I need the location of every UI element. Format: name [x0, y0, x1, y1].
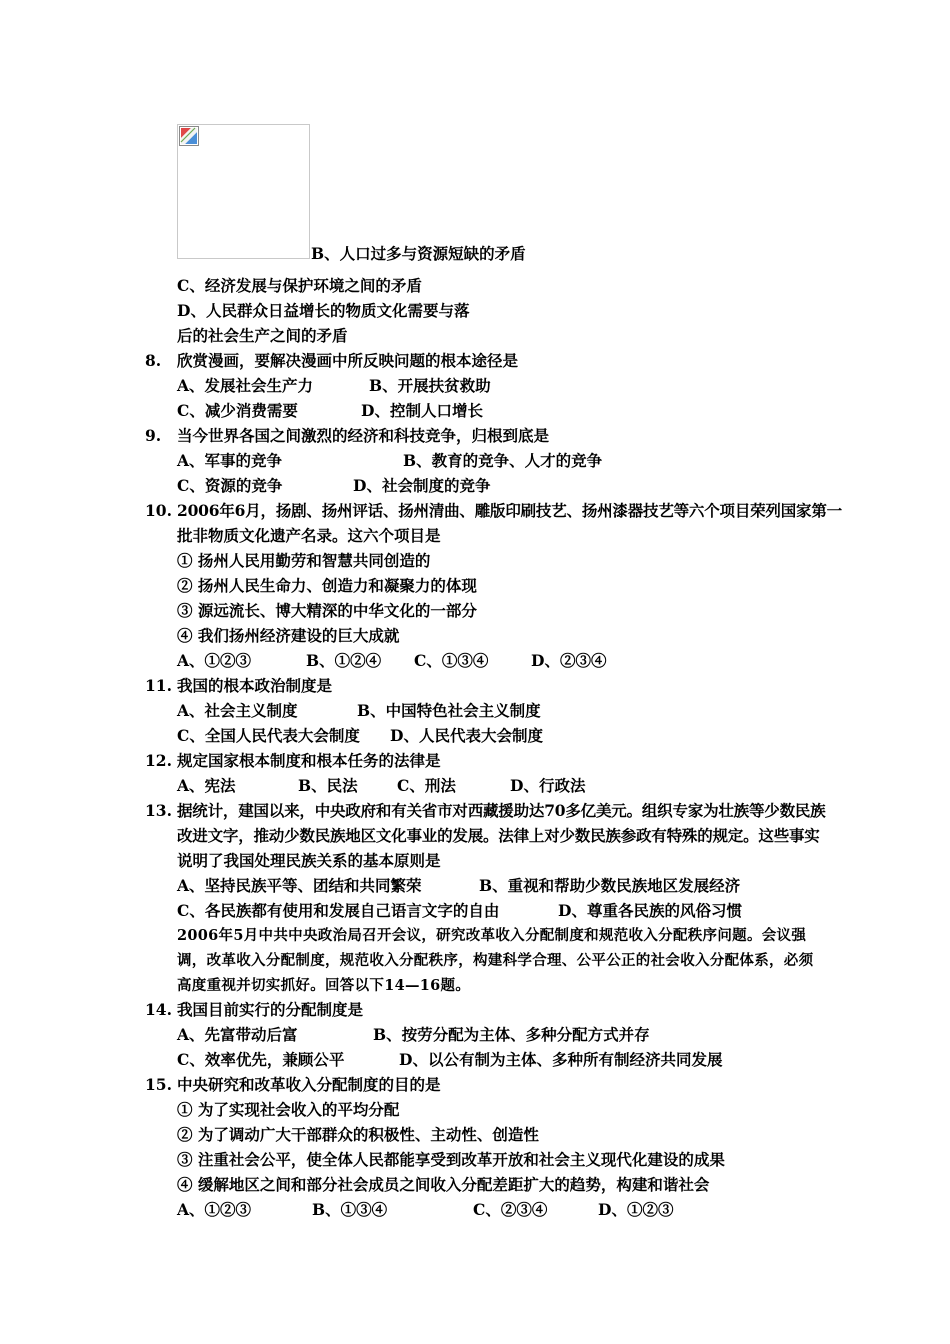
q9-option-b: B、教育的竞争、人才的竞争 [403, 451, 603, 470]
passage-line-1: 2006年5月中共中央政治局召开会议，研究改革收入分配制度和规范收入分配秩序问题。会议强 [177, 927, 807, 944]
q14-number: 14. [145, 1000, 172, 1019]
q9-option-c: C、资源的竞争 [177, 476, 283, 495]
q14-option-b: B、按劳分配为主体、多种分配方式并存 [373, 1025, 650, 1044]
q10-option-c: C、①③④ [414, 651, 489, 670]
q8-number: 8. [145, 351, 162, 370]
q10-statement-1: ① 扬州人民用勤劳和智慧共同创造的 [177, 551, 431, 570]
q13-stem-cont-2: 说明了我国处理民族关系的基本原则是 [177, 851, 441, 870]
q9-option-d: D、社会制度的竞争 [353, 476, 491, 495]
q11-option-a: A、社会主义制度 [177, 701, 298, 720]
q8-stem: 欣赏漫画，要解决漫画中所反映问题的根本途径是 [177, 351, 519, 370]
q13-option-c: C、各民族都有使用和发展自己语言文字的自由 [177, 901, 500, 920]
q12-stem: 规定国家根本制度和根本任务的法律是 [177, 751, 441, 770]
q13-option-b: B、重视和帮助少数民族地区发展经济 [479, 876, 741, 895]
q15-statement-2: ② 为了调动广大干部群众的积极性、主动性、创造性 [177, 1125, 539, 1144]
q13-option-a: A、坚持民族平等、团结和共同繁荣 [177, 876, 422, 895]
q12-number: 12. [145, 751, 172, 770]
q14-option-a: A、先富带动后富 [177, 1025, 298, 1044]
broken-image-icon [179, 126, 199, 146]
q10-stem: 2006年6月，扬剧、扬州评话、扬州清曲、雕版印刷技艺、扬州漆器技艺等六个项目荣列国家第一 [177, 501, 842, 520]
q12-option-d: D、行政法 [510, 776, 586, 795]
q15-option-c: C、②③④ [473, 1200, 548, 1219]
q14-option-d: D、以公有制为主体、多种所有制经济共同发展 [399, 1050, 723, 1069]
q10-statement-2: ② 扬州人民生命力、创造力和凝聚力的体现 [177, 576, 477, 595]
q8-option-c: C、减少消费需要 [177, 401, 298, 420]
passage-line-3: 高度重视并切实抓好。回答以下14—16题。 [177, 977, 471, 994]
q11-option-b: B、中国特色社会主义制度 [357, 701, 541, 720]
q10-option-a: A、①②③ [177, 651, 252, 670]
cartoon-image [177, 124, 310, 259]
q15-number: 15. [145, 1075, 172, 1094]
q10-option-d: D、②③④ [531, 651, 607, 670]
q8-option-a: A、发展社会生产力 [177, 376, 314, 395]
q12-option-b: B、民法 [298, 776, 358, 795]
q7-option-c: C、经济发展与保护环境之间的矛盾 [177, 276, 422, 295]
q14-stem: 我国目前实行的分配制度是 [177, 1000, 364, 1019]
q12-option-a: A、宪法 [177, 776, 236, 795]
q11-option-d: D、人民代表大会制度 [390, 726, 543, 745]
q9-stem: 当今世界各国之间激烈的经济和科技竞争，归根到底是 [177, 426, 550, 445]
q13-stem: 据统计，建国以来，中央政府和有关省市对西藏援助达70多亿美元。组织专家为壮族等少数民族 [177, 801, 826, 820]
q15-option-a: A、①②③ [177, 1200, 252, 1219]
q8-option-d: D、控制人口增长 [361, 401, 483, 420]
q7-option-d-cont: 后的社会生产之间的矛盾 [177, 326, 348, 345]
q8-option-b: B、开展扶贫救助 [369, 376, 491, 395]
passage-line-2: 调，改革收入分配制度，规范收入分配秩序，构建科学合理、公平公正的社会收入分配体系，必须 [177, 952, 814, 969]
q10-statement-3: ③ 源远流长、博大精深的中华文化的一部分 [177, 601, 477, 620]
q7-option-b: B、人口过多与资源短缺的矛盾 [311, 244, 526, 263]
q14-option-c: C、效率优先，兼顾公平 [177, 1050, 345, 1069]
q10-stem-cont: 批非物质文化遗产名录。这六个项目是 [177, 526, 441, 545]
q15-option-d: D、①②③ [598, 1200, 674, 1219]
q10-option-b: B、①②④ [306, 651, 382, 670]
q11-option-c: C、全国人民代表大会制度 [177, 726, 360, 745]
q10-number: 10. [145, 501, 172, 520]
q11-stem: 我国的根本政治制度是 [177, 676, 333, 695]
q13-option-d: D、尊重各民族的风俗习惯 [558, 901, 742, 920]
q10-statement-4: ④ 我们扬州经济建设的巨大成就 [177, 626, 400, 645]
q9-number: 9. [145, 426, 162, 445]
q15-statement-4: ④ 缓解地区之间和部分社会成员之间收入分配差距扩大的趋势，构建和谐社会 [177, 1175, 710, 1194]
q15-statement-1: ① 为了实现社会收入的平均分配 [177, 1100, 400, 1119]
q13-stem-cont-1: 改进文字，推动少数民族地区文化事业的发展。法律上对少数民族参政有特殊的规定。这些事实 [177, 826, 820, 845]
q15-stem: 中央研究和改革收入分配制度的目的是 [177, 1075, 441, 1094]
q13-number: 13. [145, 801, 172, 820]
q11-number: 11. [145, 676, 172, 695]
q9-option-a: A、军事的竞争 [177, 451, 283, 470]
q15-statement-3: ③ 注重社会公平，使全体人民都能享受到改革开放和社会主义现代化建设的成果 [177, 1150, 725, 1169]
q12-option-c: C、刑法 [397, 776, 456, 795]
q7-option-d: D、人民群众日益增长的物质文化需要与落 [177, 301, 470, 320]
q15-option-b: B、①③④ [312, 1200, 388, 1219]
